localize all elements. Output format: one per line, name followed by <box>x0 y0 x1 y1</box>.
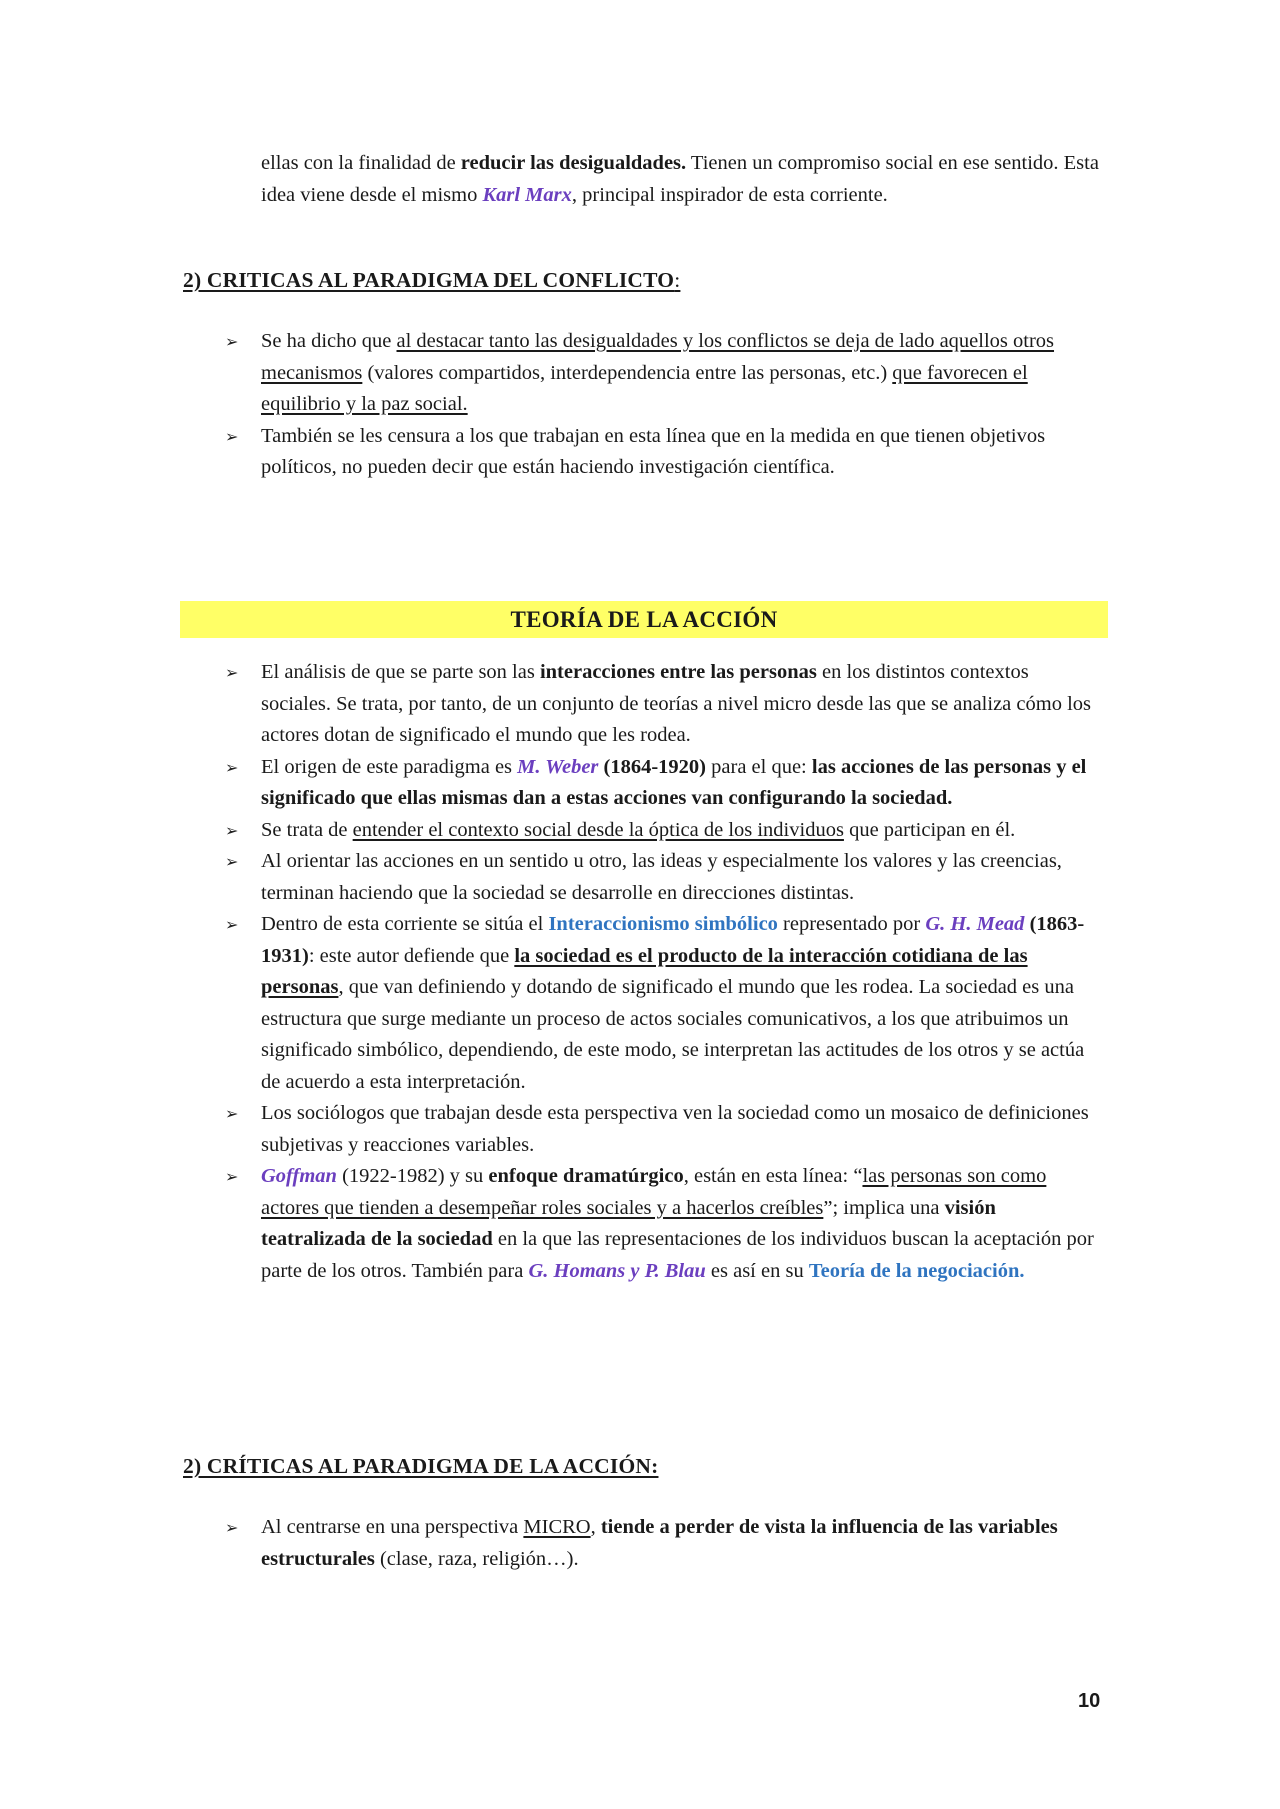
bold-text: reducir las desigualdades. <box>460 152 687 174</box>
list-item: ➢ Al orientar las acciones en un sentido u otro, las ideas y especialmente los valores y las creencias, terminan haciendo que la sociedad se desarrolle en direcciones distintas. <box>183 846 1103 909</box>
list-item: ➢ También se les censura a los que trabajan en esta línea que en la medida en que tienen objetivos políticos, no pueden decir que están haciendo investigación científica. <box>183 421 1103 484</box>
author-name: M. Weber <box>517 755 599 778</box>
author-name: Goffman <box>261 1165 337 1187</box>
section-heading-accion: 2) CRÍTICAS AL PARADIGMA DE LA ACCIÓN: <box>183 1454 659 1478</box>
teoria-accion-list <box>183 657 1103 1287</box>
text: Tienen un compromiso social en ese sentido. Esta idea viene desde el mismo <box>261 152 1099 206</box>
list-item: ➢ Goffman (1922-1982) y su enfoque dramatúrgico, están en esta línea: “las personas son como actores que tienden a desempeñar roles sociales y a hacerlos creíbles”; implica una visión teatralizada de la sociedad en la que las representaciones de los individuos buscan la aceptación por parte de los otros. También para G. Homans y P. Blau es así en su Teoría de la negociación. <box>183 1161 1103 1287</box>
text: ellas con la finalidad de <box>261 152 461 174</box>
list-item: ➢ Se trata de entender el contexto social desde la óptica de los individuos que participan en él. <box>183 815 1103 847</box>
page-number: 10 <box>1078 1690 1101 1712</box>
arrow-bullet-icon: ➢ <box>225 663 239 682</box>
list-item: ➢ El análisis de que se parte son las interacciones entre las personas en los distintos contextos sociales. Se trata, por tanto, de un conjunto de teorías a nivel micro desde las que se analiza cómo los actores dotan de significado el mundo que les rodea. <box>183 657 1103 752</box>
arrow-bullet-icon: ➢ <box>225 915 239 934</box>
arrow-bullet-icon: ➢ <box>225 1167 239 1186</box>
list-item: ➢ Se ha dicho que al destacar tanto las desigualdades y los conflictos se deja de lado aquellos otros mecanismos (valores compartidos, interdependencia entre las personas, etc.) que favorecen el equilibrio y la paz social. <box>183 326 1103 421</box>
author-name: G. Homans y P. Blau <box>528 1259 706 1282</box>
arrow-bullet-icon: ➢ <box>225 332 239 351</box>
arrow-bullet-icon: ➢ <box>225 820 239 840</box>
section-banner-teoria-accion <box>180 601 1108 638</box>
author-name: Karl Marx <box>482 183 572 206</box>
list-item: ➢ Dentro de esta corriente se sitúa el Interaccionismo simbólico representado por G. H. Mead (1863-1931): este autor defiende que la sociedad es el producto de la interacción cotidiana de las personas, que van definiendo y dotando de significado el mundo que les rodea. La sociedad es una estructura que surge mediante un proceso de actos sociales comunicativos, a los que atribuimos un significado simbólico, dependiendo, de este modo, se interpretan las actitudes de los otros y se actúa de acuerdo a esta interpretación. <box>183 909 1103 1098</box>
intro-paragraph <box>261 148 1101 211</box>
arrow-bullet-icon: ➢ <box>225 426 239 446</box>
criticas-accion-list <box>183 1512 1103 1575</box>
author-name: G. H. Mead <box>925 913 1025 935</box>
section-heading-conflicto: 2) CRITICAS AL PARADIGMA DEL CONFLICTO: <box>183 268 681 292</box>
term-highlight: Interaccionismo simbólico <box>548 913 778 935</box>
arrow-bullet-icon: ➢ <box>225 852 239 871</box>
list-item: ➢ El origen de este paradigma es M. Weber (1864-1920) para el que: las acciones de las personas y el significado que ellas mismas dan a estas acciones van configurando la sociedad. <box>183 752 1103 815</box>
arrow-bullet-icon: ➢ <box>225 757 239 777</box>
arrow-bullet-icon: ➢ <box>225 1518 239 1537</box>
arrow-bullet-icon: ➢ <box>225 1104 239 1123</box>
banner-title: TEORÍA DE LA ACCIÓN <box>510 606 778 632</box>
term-highlight: Teoría de la negociación. <box>808 1259 1025 1282</box>
criticas-conflicto-list <box>183 326 1103 484</box>
list-item: ➢ Al centrarse en una perspectiva MICRO, tiende a perder de vista la influencia de las variables estructurales (clase, raza, religión…). <box>183 1512 1103 1575</box>
list-item: ➢ Los sociólogos que trabajan desde esta perspectiva ven la sociedad como un mosaico de definiciones subjetivas y reacciones variables. <box>183 1098 1103 1161</box>
text: , principal inspirador de esta corriente. <box>571 183 888 206</box>
